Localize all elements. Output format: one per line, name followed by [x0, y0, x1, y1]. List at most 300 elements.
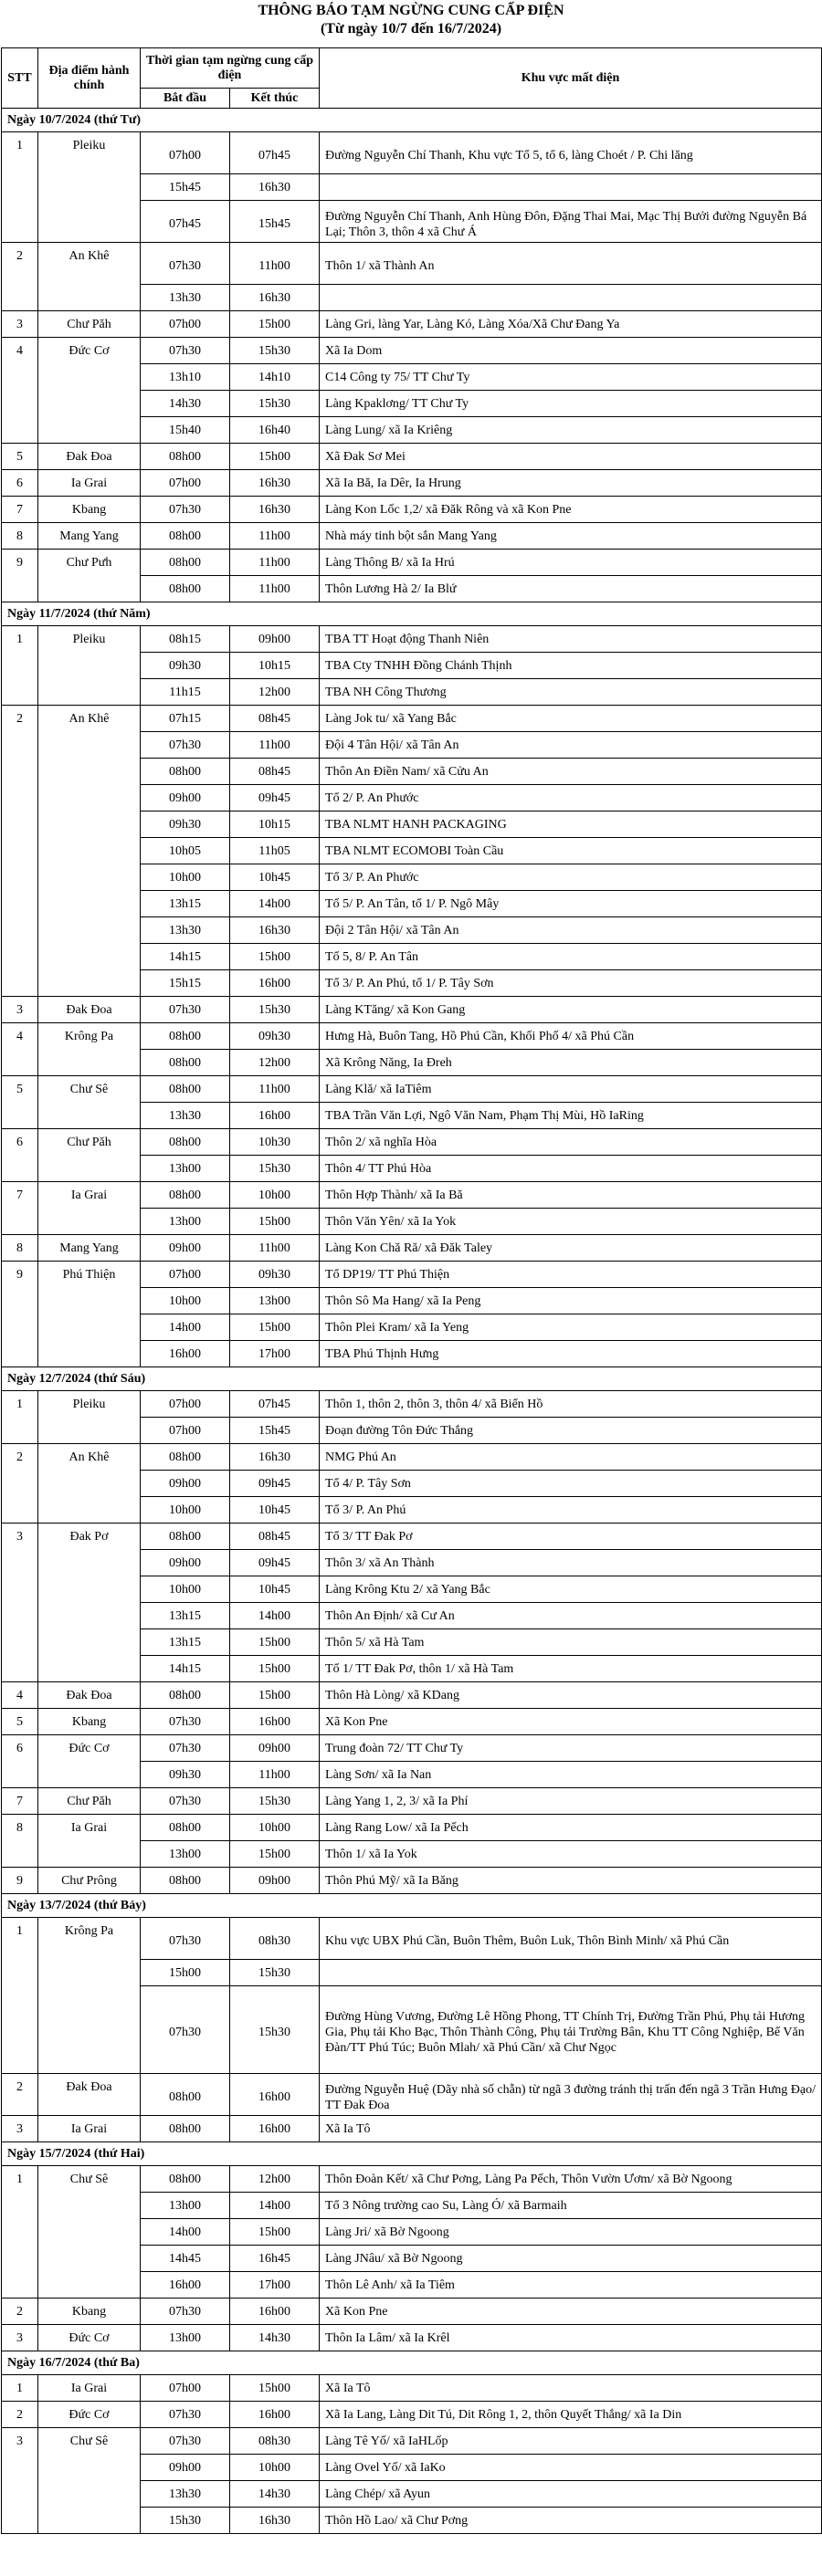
area-cell: Thôn Lương Hà 2/ Ia Blứ	[320, 576, 822, 602]
start-time-cell: 07h00	[141, 1418, 230, 1444]
end-time-cell: 16h00	[230, 1103, 320, 1129]
end-time-cell: 15h30	[230, 1788, 320, 1815]
end-time-cell: 15h45	[230, 1418, 320, 1444]
area-cell	[320, 174, 822, 201]
area-cell: Xã Kon Pne	[320, 2299, 822, 2325]
area-cell: Làng Jok tu/ xã Yang Bắc	[320, 706, 822, 732]
table-row	[2, 1076, 822, 1103]
start-time-cell: 10h00	[141, 1288, 230, 1314]
header-area: Khu vực mất điện	[320, 48, 822, 109]
table-row	[2, 2428, 822, 2455]
end-time-cell: 10h15	[230, 812, 320, 838]
end-time-cell: 16h30	[230, 470, 320, 497]
area-cell: Làng Rang Low/ xã Ia Pếch	[320, 1815, 822, 1841]
table-header	[2, 48, 822, 109]
start-time-cell: 08h15	[141, 626, 230, 653]
location-cell: Chư Sê	[38, 2166, 141, 2299]
end-time-cell: 16h45	[230, 2246, 320, 2272]
table-row	[2, 1262, 822, 1288]
end-time-cell: 16h30	[230, 917, 320, 944]
end-time-cell: 15h00	[230, 2219, 320, 2246]
location-cell: Đức Cơ	[38, 338, 141, 444]
location-cell: Ia Grai	[38, 470, 141, 497]
location-cell: Ia Grai	[38, 2375, 141, 2402]
location-cell: Chư Sê	[38, 1076, 141, 1129]
end-time-cell: 16h30	[230, 174, 320, 201]
start-time-cell: 08h00	[141, 759, 230, 785]
area-cell: Xã Đak Sơ Mei	[320, 444, 822, 470]
table-row	[2, 1868, 822, 1894]
end-time-cell: 09h00	[230, 1735, 320, 1762]
day-row	[2, 2142, 822, 2166]
area-cell: Làng Kon Lốc 1,2/ xã Đăk Rông và xã Kon Pne	[320, 497, 822, 523]
table-row	[2, 1709, 822, 1735]
stt-cell: 1	[2, 1918, 38, 2074]
start-time-cell: 08h00	[141, 1050, 230, 1076]
end-time-cell: 08h45	[230, 1524, 320, 1550]
table-row	[2, 550, 822, 576]
area-cell: Làng Sơn/ xã Ia Nan	[320, 1762, 822, 1788]
table-row	[2, 523, 822, 550]
location-cell: Chư Păh	[38, 311, 141, 338]
stt-cell: 9	[2, 1868, 38, 1894]
day-label: Ngày 11/7/2024 (thứ Năm)	[2, 602, 822, 626]
area-cell: Thôn 1, thôn 2, thôn 3, thôn 4/ xã Biển Hồ	[320, 1391, 822, 1418]
area-cell: Đường Nguyễn Chí Thanh, Anh Hùng Đôn, Đặng Thai Mai, Mạc Thị Bưởi đường Nguyễn Bá Lại; Thôn 3, thôn 4 xã Chư Á	[320, 201, 822, 243]
area-cell: Xã Krông Năng, Ia Đreh	[320, 1050, 822, 1076]
header-time-group: Thời gian tạm ngừng cung cấp điện	[141, 48, 320, 89]
header-location: Địa điểm hành chính	[38, 48, 141, 109]
start-time-cell: 13h00	[141, 1209, 230, 1235]
table-body	[2, 109, 822, 2534]
start-time-cell: 07h30	[141, 1918, 230, 1960]
start-time-cell: 07h00	[141, 132, 230, 174]
stt-cell: 4	[2, 338, 38, 444]
end-time-cell: 16h00	[230, 2116, 320, 2142]
end-time-cell: 14h10	[230, 364, 320, 391]
end-time-cell: 09h30	[230, 1262, 320, 1288]
stt-cell: 4	[2, 1682, 38, 1709]
start-time-cell: 13h30	[141, 285, 230, 311]
stt-cell: 8	[2, 523, 38, 550]
end-time-cell: 16h40	[230, 417, 320, 444]
location-cell: Ia Grai	[38, 1182, 141, 1235]
start-time-cell: 08h00	[141, 2074, 230, 2116]
table-row	[2, 997, 822, 1023]
end-time-cell: 10h15	[230, 653, 320, 679]
header-start: Bắt đầu	[141, 89, 230, 109]
area-cell	[320, 1960, 822, 1986]
end-time-cell: 10h30	[230, 1129, 320, 1156]
start-time-cell: 09h30	[141, 812, 230, 838]
start-time-cell: 13h15	[141, 891, 230, 917]
location-cell: Chư Păh	[38, 1129, 141, 1182]
area-cell: Xã Ia Tô	[320, 2116, 822, 2142]
area-cell: TBA Trần Văn Lợi, Ngô Văn Nam, Phạm Thị Mùi, Hồ IaRing	[320, 1103, 822, 1129]
area-cell: Đội 4 Tân Hội/ xã Tân An	[320, 732, 822, 759]
start-time-cell: 08h00	[141, 1023, 230, 1050]
location-cell: Pleiku	[38, 1391, 141, 1444]
day-label: Ngày 12/7/2024 (thứ Sáu)	[2, 1367, 822, 1391]
table-row	[2, 1391, 822, 1418]
end-time-cell: 12h00	[230, 1050, 320, 1076]
area-cell: Tổ 2/ P. An Phước	[320, 785, 822, 812]
stt-cell: 3	[2, 2116, 38, 2142]
start-time-cell: 08h00	[141, 523, 230, 550]
end-time-cell: 15h30	[230, 997, 320, 1023]
stt-cell: 6	[2, 1129, 38, 1182]
stt-cell: 3	[2, 311, 38, 338]
stt-cell: 2	[2, 706, 38, 997]
notice-title: THÔNG BÁO TẠM NGỪNG CUNG CẤP ĐIỆN	[258, 3, 564, 18]
start-time-cell: 13h30	[141, 1103, 230, 1129]
area-cell: Làng Kon Chă Ră/ xã Đăk Taley	[320, 1235, 822, 1262]
table-row	[2, 626, 822, 653]
location-cell: Mang Yang	[38, 523, 141, 550]
start-time-cell: 07h30	[141, 1986, 230, 2074]
start-time-cell: 07h30	[141, 1735, 230, 1762]
table-row	[2, 311, 822, 338]
table-row	[2, 2402, 822, 2428]
start-time-cell: 09h00	[141, 2455, 230, 2481]
start-time-cell: 13h15	[141, 1629, 230, 1656]
area-cell: Tổ 5/ P. An Tân, tổ 1/ P. Ngô Mây	[320, 891, 822, 917]
start-time-cell: 14h15	[141, 1656, 230, 1682]
end-time-cell: 17h00	[230, 1341, 320, 1367]
start-time-cell: 08h00	[141, 1524, 230, 1550]
location-cell: Kbang	[38, 497, 141, 523]
end-time-cell: 10h45	[230, 1576, 320, 1603]
end-time-cell: 16h30	[230, 2508, 320, 2534]
start-time-cell: 07h30	[141, 997, 230, 1023]
location-cell: Chư Pưh	[38, 550, 141, 602]
area-cell: Thôn 5/ xã Hà Tam	[320, 1629, 822, 1656]
end-time-cell: 11h00	[230, 550, 320, 576]
area-cell: Làng Jri/ xã Bờ Ngoong	[320, 2219, 822, 2246]
area-cell: Thôn Đoàn Kết/ xã Chư Pơng, Làng Pa Pếch, Thôn Vườn Ươm/ xã Bờ Ngoong	[320, 2166, 822, 2193]
stt-cell: 2	[2, 2299, 38, 2325]
area-cell: Xã Kon Pne	[320, 1709, 822, 1735]
end-time-cell: 16h00	[230, 2299, 320, 2325]
start-time-cell: 13h30	[141, 917, 230, 944]
start-time-cell: 07h30	[141, 1788, 230, 1815]
notice-subtitle: (Từ ngày 10/7 đến 16/7/2024)	[320, 21, 502, 37]
start-time-cell: 10h00	[141, 864, 230, 891]
area-cell: Thôn Hồ Lao/ xã Chư Pơng	[320, 2508, 822, 2534]
start-time-cell: 13h00	[141, 1156, 230, 1182]
end-time-cell: 10h45	[230, 1497, 320, 1524]
start-time-cell: 07h30	[141, 1709, 230, 1735]
start-time-cell: 07h00	[141, 2375, 230, 2402]
start-time-cell: 15h00	[141, 1960, 230, 1986]
end-time-cell: 11h00	[230, 243, 320, 285]
area-cell: Tổ 3/ P. An Phú	[320, 1497, 822, 1524]
area-cell: Hưng Hà, Buôn Tang, Hồ Phú Cần, Khối Phố 4/ xã Phú Cần	[320, 1023, 822, 1050]
stt-cell: 3	[2, 2325, 38, 2351]
location-cell: Ia Grai	[38, 1815, 141, 1868]
end-time-cell: 16h00	[230, 2074, 320, 2116]
end-time-cell: 15h45	[230, 201, 320, 243]
location-cell: Pleiku	[38, 132, 141, 243]
end-time-cell: 15h00	[230, 1209, 320, 1235]
start-time-cell: 08h00	[141, 2116, 230, 2142]
area-cell: Tổ DP19/ TT Phú Thiện	[320, 1262, 822, 1288]
outage-table	[1, 47, 822, 2534]
area-cell: Làng Tê Yố/ xã IaHLốp	[320, 2428, 822, 2455]
table-row	[2, 2299, 822, 2325]
end-time-cell: 14h00	[230, 891, 320, 917]
start-time-cell: 10h05	[141, 838, 230, 864]
start-time-cell: 07h15	[141, 706, 230, 732]
end-time-cell: 15h00	[230, 1841, 320, 1868]
table-row	[2, 132, 822, 174]
location-cell: Đak Đoa	[38, 444, 141, 470]
area-cell: TBA NH Công Thương	[320, 679, 822, 706]
end-time-cell: 09h45	[230, 1471, 320, 1497]
table-row	[2, 1788, 822, 1815]
title-block	[0, 0, 822, 47]
end-time-cell: 15h00	[230, 1682, 320, 1709]
start-time-cell: 07h30	[141, 243, 230, 285]
end-time-cell: 16h30	[230, 1444, 320, 1471]
table-row	[2, 2166, 822, 2193]
end-time-cell: 16h30	[230, 497, 320, 523]
table-row	[2, 338, 822, 364]
end-time-cell: 08h30	[230, 1918, 320, 1960]
start-time-cell: 07h00	[141, 1262, 230, 1288]
stt-cell: 6	[2, 1735, 38, 1788]
table-row	[2, 1182, 822, 1209]
table-row	[2, 1023, 822, 1050]
end-time-cell: 12h00	[230, 679, 320, 706]
end-time-cell: 15h00	[230, 311, 320, 338]
start-time-cell: 09h30	[141, 653, 230, 679]
table-row	[2, 1918, 822, 1960]
start-time-cell: 13h00	[141, 2193, 230, 2219]
stt-cell: 1	[2, 132, 38, 243]
start-time-cell: 13h15	[141, 1603, 230, 1629]
end-time-cell: 09h00	[230, 626, 320, 653]
stt-cell: 3	[2, 997, 38, 1023]
area-cell: Đường Nguyễn Chí Thanh, Khu vực Tổ 5, tổ 6, làng Choét / P. Chi lăng	[320, 132, 822, 174]
end-time-cell: 16h30	[230, 285, 320, 311]
stt-cell: 2	[2, 2074, 38, 2116]
area-cell: Thôn Phú Mỹ/ xã Ia Băng	[320, 1868, 822, 1894]
table-row	[2, 1682, 822, 1709]
location-cell: Đức Cơ	[38, 1735, 141, 1788]
area-cell: Làng Ovel Yố/ xã IaKo	[320, 2455, 822, 2481]
area-cell: TBA Cty TNHH Đồng Chánh Thịnh	[320, 653, 822, 679]
end-time-cell: 10h45	[230, 864, 320, 891]
table-row	[2, 1444, 822, 1471]
stt-cell: 7	[2, 1182, 38, 1235]
stt-cell: 5	[2, 1076, 38, 1129]
start-time-cell: 10h00	[141, 1497, 230, 1524]
end-time-cell: 15h30	[230, 1960, 320, 1986]
start-time-cell: 08h00	[141, 1444, 230, 1471]
start-time-cell: 14h00	[141, 1314, 230, 1341]
area-cell: Thôn 4/ TT Phú Hòa	[320, 1156, 822, 1182]
location-cell: Kbang	[38, 2299, 141, 2325]
start-time-cell: 07h00	[141, 470, 230, 497]
stt-cell: 9	[2, 1262, 38, 1367]
end-time-cell: 11h00	[230, 1076, 320, 1103]
end-time-cell: 08h30	[230, 2428, 320, 2455]
start-time-cell: 14h45	[141, 2246, 230, 2272]
start-time-cell: 16h00	[141, 2272, 230, 2299]
area-cell: Tổ 3/ P. An Phú, tổ 1/ P. Tây Sơn	[320, 970, 822, 997]
start-time-cell: 16h00	[141, 1341, 230, 1367]
area-cell: Xã Ia Bă, Ia Dêr, Ia Hrung	[320, 470, 822, 497]
end-time-cell: 09h45	[230, 785, 320, 812]
area-cell: Thôn 1/ xã Thành An	[320, 243, 822, 285]
area-cell: Thôn Plei Kram/ xã Ia Yeng	[320, 1314, 822, 1341]
area-cell: Thôn Lê Anh/ xã Ia Tiêm	[320, 2272, 822, 2299]
area-cell: Làng Kpaklơng/ TT Chư Ty	[320, 391, 822, 417]
area-cell: Tổ 3/ TT Đak Pơ	[320, 1524, 822, 1550]
area-cell: Thôn An Định/ xã Cư An	[320, 1603, 822, 1629]
area-cell: Làng Chép/ xã Ayun	[320, 2481, 822, 2508]
area-cell: Trung đoàn 72/ TT Chư Ty	[320, 1735, 822, 1762]
start-time-cell: 15h30	[141, 2508, 230, 2534]
day-row	[2, 2351, 822, 2375]
area-cell: Tổ 4/ P. Tây Sơn	[320, 1471, 822, 1497]
stt-cell: 7	[2, 497, 38, 523]
area-cell: Thôn 1/ xã Ia Yok	[320, 1841, 822, 1868]
end-time-cell: 07h45	[230, 1391, 320, 1418]
end-time-cell: 15h00	[230, 2375, 320, 2402]
end-time-cell: 10h00	[230, 1182, 320, 1209]
start-time-cell: 07h00	[141, 311, 230, 338]
end-time-cell: 14h30	[230, 2325, 320, 2351]
location-cell: Phú Thiện	[38, 1262, 141, 1367]
area-cell: Thôn Văn Yên/ xã Ia Yok	[320, 1209, 822, 1235]
stt-cell: 1	[2, 626, 38, 706]
stt-cell: 3	[2, 1524, 38, 1682]
area-cell: Thôn Hợp Thành/ xã Ia Bă	[320, 1182, 822, 1209]
table-row	[2, 497, 822, 523]
start-time-cell: 14h30	[141, 391, 230, 417]
start-time-cell: 07h30	[141, 338, 230, 364]
location-cell: Mang Yang	[38, 1235, 141, 1262]
location-cell: Đak Pơ	[38, 1524, 141, 1682]
start-time-cell: 07h30	[141, 732, 230, 759]
area-cell: Làng Krông Ktu 2/ xã Yang Bắc	[320, 1576, 822, 1603]
location-cell: Krông Pa	[38, 1023, 141, 1076]
area-cell: Tổ 5, 8/ P. An Tân	[320, 944, 822, 970]
table-row	[2, 2325, 822, 2351]
area-cell: TBA Phú Thịnh Hưng	[320, 1341, 822, 1367]
end-time-cell: 11h00	[230, 732, 320, 759]
location-cell: Đức Cơ	[38, 2325, 141, 2351]
stt-cell: 3	[2, 2428, 38, 2534]
start-time-cell: 08h00	[141, 576, 230, 602]
area-cell: Làng Gri, làng Yar, Làng Kó, Làng Xóa/Xã Chư Đang Ya	[320, 311, 822, 338]
end-time-cell: 08h45	[230, 706, 320, 732]
location-cell: Chư Păh	[38, 1788, 141, 1815]
end-time-cell: 15h00	[230, 944, 320, 970]
end-time-cell: 15h30	[230, 1986, 320, 2074]
table-row	[2, 1815, 822, 1841]
area-cell: Làng Klă/ xã IaTiêm	[320, 1076, 822, 1103]
area-cell: Tổ 3 Nông trường cao Su, Làng Ó/ xã Barmaih	[320, 2193, 822, 2219]
start-time-cell: 08h00	[141, 1129, 230, 1156]
start-time-cell: 07h30	[141, 2299, 230, 2325]
day-row	[2, 1894, 822, 1918]
end-time-cell: 15h30	[230, 1156, 320, 1182]
area-cell: NMG Phú An	[320, 1444, 822, 1471]
end-time-cell: 11h00	[230, 576, 320, 602]
end-time-cell: 09h45	[230, 1550, 320, 1576]
table-row	[2, 706, 822, 732]
stt-cell: 2	[2, 1444, 38, 1524]
location-cell: Đức Cơ	[38, 2402, 141, 2428]
header-end: Kết thúc	[230, 89, 320, 109]
start-time-cell: 10h00	[141, 1576, 230, 1603]
start-time-cell: 09h00	[141, 1471, 230, 1497]
area-cell: Thôn An Điền Nam/ xã Cửu An	[320, 759, 822, 785]
location-cell: An Khê	[38, 243, 141, 311]
start-time-cell: 07h00	[141, 1391, 230, 1418]
area-cell: Làng Yang 1, 2, 3/ xã Ia Phí	[320, 1788, 822, 1815]
location-cell: Đak Đoa	[38, 997, 141, 1023]
end-time-cell: 08h45	[230, 759, 320, 785]
stt-cell: 1	[2, 2375, 38, 2402]
start-time-cell: 13h00	[141, 2325, 230, 2351]
end-time-cell: 11h00	[230, 1235, 320, 1262]
end-time-cell: 14h00	[230, 2193, 320, 2219]
stt-cell: 6	[2, 470, 38, 497]
stt-cell: 9	[2, 550, 38, 602]
day-label: Ngày 16/7/2024 (thứ Ba)	[2, 2351, 822, 2375]
area-cell: Làng KTăng/ xã Kon Gang	[320, 997, 822, 1023]
area-cell: Đường Nguyễn Huệ (Dãy nhà số chẵn) từ ngã 3 đường tránh thị trấn đến ngã 3 Trần Hưng Đạo/ TT Đak Đoa	[320, 2074, 822, 2116]
area-cell: Tổ 3/ P. An Phước	[320, 864, 822, 891]
location-cell: Đak Đoa	[38, 1682, 141, 1709]
start-time-cell: 07h30	[141, 2428, 230, 2455]
day-label: Ngày 13/7/2024 (thứ Bảy)	[2, 1894, 822, 1918]
start-time-cell: 07h30	[141, 2402, 230, 2428]
end-time-cell: 16h00	[230, 1709, 320, 1735]
table-row	[2, 2116, 822, 2142]
table-row	[2, 1524, 822, 1550]
stt-cell: 5	[2, 1709, 38, 1735]
day-row	[2, 1367, 822, 1391]
start-time-cell: 08h00	[141, 2166, 230, 2193]
end-time-cell: 12h00	[230, 2166, 320, 2193]
area-cell	[320, 285, 822, 311]
header-stt: STT	[2, 48, 38, 109]
table-row	[2, 2375, 822, 2402]
start-time-cell: 07h45	[141, 201, 230, 243]
start-time-cell: 13h00	[141, 1841, 230, 1868]
area-cell: Làng Lung/ xã Ia Kriêng	[320, 417, 822, 444]
stt-cell: 5	[2, 444, 38, 470]
stt-cell: 2	[2, 243, 38, 311]
start-time-cell: 15h15	[141, 970, 230, 997]
area-cell: Tổ 1/ TT Đak Pơ, thôn 1/ xã Hà Tam	[320, 1656, 822, 1682]
location-cell: An Khê	[38, 1444, 141, 1524]
table-row	[2, 1235, 822, 1262]
area-cell: Thôn 3/ xã An Thành	[320, 1550, 822, 1576]
start-time-cell: 07h30	[141, 497, 230, 523]
start-time-cell: 08h00	[141, 1868, 230, 1894]
start-time-cell: 09h00	[141, 1550, 230, 1576]
area-cell: Thôn 2/ xã nghĩa Hòa	[320, 1129, 822, 1156]
stt-cell: 4	[2, 1023, 38, 1076]
location-cell: Kbang	[38, 1709, 141, 1735]
area-cell: Xã Ia Tô	[320, 2375, 822, 2402]
